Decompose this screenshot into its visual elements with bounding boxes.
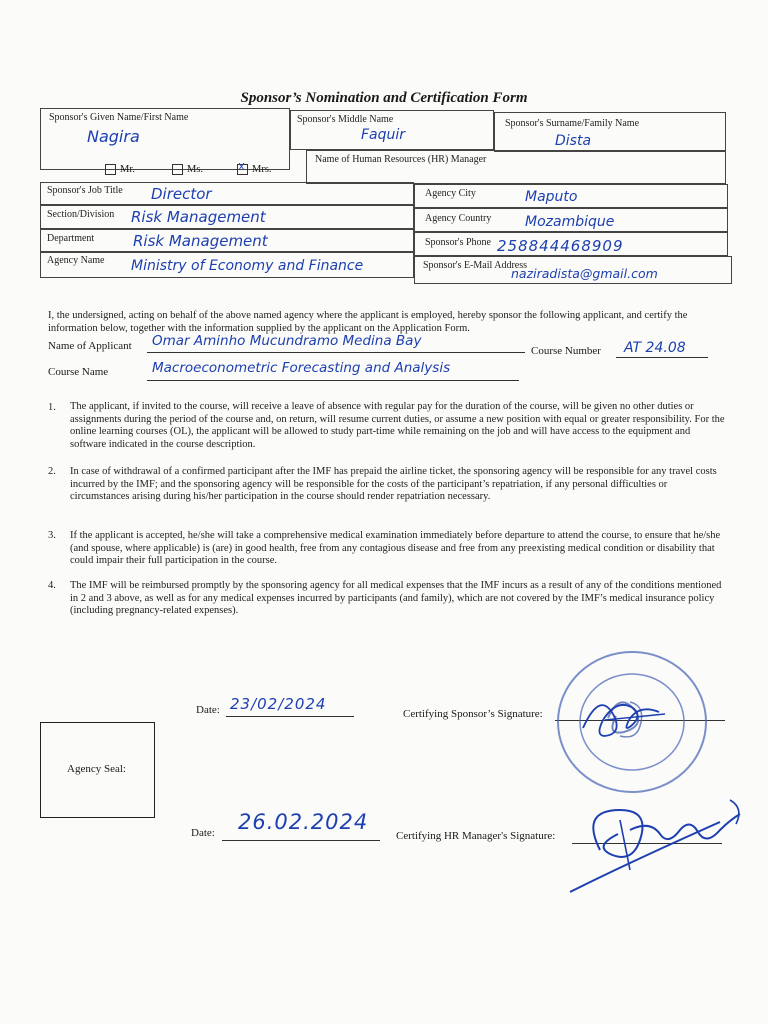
middle-name-field[interactable] [290,110,494,150]
middle-name-value: Faquir [361,127,406,143]
clause-1-number: 1. [48,402,56,413]
clause-1-text: The applicant, if invited to the course, will receive a leave of absence with regular pay for the duration of the course, will be given no other duties or assignments during the period of the course and, on return, will resume current duties, or assume a new position with equal or greater responsibility. For the online learning courses (OL), the applicant will be allowed to study part-time while remaining on the job and will have access to the equipment and software indicated in the course description. [70,401,725,450]
title-checkbox-mrs[interactable] [237,164,272,175]
sponsor-date-line [226,716,354,717]
sponsor-date-value[interactable]: 23/02/2024 [230,695,327,713]
applicant-name-line [147,352,525,353]
agency-city-label: Agency City [425,188,476,199]
phone-field[interactable] [414,232,728,256]
hr-signature-label: Certifying HR Manager's Signature: [396,830,556,842]
course-number-line [616,357,708,358]
hr-manager-label: Name of Human Resources (HR) Manager [315,154,487,165]
agency-country-value: Mozambique [525,214,615,230]
title-ms-label: Ms. [187,164,204,175]
agency-city-field[interactable] [414,184,728,208]
given-name-field[interactable] [40,108,290,170]
applicant-name-value[interactable]: Omar Aminho Mucundramo Medina Bay [152,333,422,349]
clause-2-text: In case of withdrawal of a confirmed participant after the IMF has prepaid the airline ticket, the sponsoring agency will be responsible for any travel costs incurred by the IMF; and the sponsoring agency will be responsible for the costs of the participant’s repatriation, if any personal difficulties or circumstances arising during his/her participation in the course should render repatriation necessary. [70,466,717,502]
clause-4-text: The IMF will be reimbursed promptly by the sponsoring agency for all medical expenses that the IMF incurs as a result of any of the conditions mentioned in 2 and 3 above, as well as for any medical expenses incurred by participants (and family), which are not covered by the IMF’s medical insurance policy (including pregnancy-related expenses). [70,580,722,616]
course-number-value[interactable]: AT 24.08 [624,340,686,356]
course-name-label: Course Name [48,366,109,378]
agency-name-label: Agency Name [47,255,105,266]
clause-4-number: 4. [48,580,56,591]
agency-name-field[interactable] [40,252,414,278]
phone-value: 258844468909 [497,237,624,255]
email-label: Sponsor's E-Mail Address [423,260,528,271]
email-field[interactable] [414,256,732,284]
sponsor-signature-icon [575,680,695,750]
hr-date-value[interactable]: 26.02.2024 [238,810,369,834]
title-checkbox-mr[interactable] [105,164,135,175]
hr-date-line [222,840,380,841]
clause-2-number: 2. [48,466,56,477]
section-field[interactable] [40,205,414,229]
job-title-field[interactable] [40,182,414,205]
department-field[interactable] [40,229,414,252]
clause-3-text: If the applicant is accepted, he/she will take a comprehensive medical examination immediately before departure to attend the course, to ensure that he/she (and spouse, where applicable) is (are) in good health, free from any contagious disease and free from any preexisting medical condition or disability that could impair their full participation in the course. [70,530,721,566]
clause-3-number: 3. [48,530,56,541]
checkbox-icon [172,164,183,175]
checkbox-icon [105,164,116,175]
title-mr-label: Mr. [120,164,135,175]
intro-paragraph: I, the undersigned, acting on behalf of the above named agency where the applicant is employed, hereby sponsor the following applicant, and certify the information below, together with the information supplied by the applicant on the Application Form. [48,310,688,334]
agency-name-value: Ministry of Economy and Finance [131,258,364,274]
surname-field[interactable] [494,112,726,152]
title-checkbox-ms[interactable] [172,164,203,175]
job-title-value: Director [151,185,212,203]
agency-seal-box [40,722,155,818]
section-label: Section/Division [47,209,115,220]
agency-country-field[interactable] [414,208,728,232]
surname-label: Sponsor's Surname/Family Name [505,118,640,129]
checked-checkbox-icon [237,164,248,175]
form-title: Sponsor’s Nomination and Certification Form [240,90,528,106]
course-name-line [147,380,519,381]
sponsor-signature-label: Certifying Sponsor’s Signature: [403,708,543,720]
agency-country-label: Agency Country [425,213,492,224]
department-value: Risk Management [133,232,268,250]
section-value: Risk Management [131,208,266,226]
hr-manager-field[interactable] [306,150,726,184]
title-mrs-label: Mrs. [252,164,272,175]
course-number-label: Course Number [531,345,601,357]
department-label: Department [47,233,95,244]
applicant-name-label: Name of Applicant [48,340,132,352]
phone-label: Sponsor's Phone [425,237,491,248]
hr-date-label: Date: [191,827,215,839]
agency-seal-label: Agency Seal: [67,763,126,775]
email-value: naziradista@gmail.com [511,266,658,281]
given-name-value: Nagira [87,127,140,146]
sponsor-date-label: Date: [196,704,220,716]
middle-name-label: Sponsor's Middle Name [297,114,394,125]
agency-city-value: Maputo [525,189,578,205]
course-name-value[interactable]: Macroeconometric Forecasting and Analysis [152,360,451,376]
given-name-label: Sponsor's Given Name/First Name [49,112,189,123]
surname-value: Dista [555,133,592,149]
job-title-label: Sponsor's Job Title [47,185,123,196]
hr-signature-icon [560,780,765,900]
